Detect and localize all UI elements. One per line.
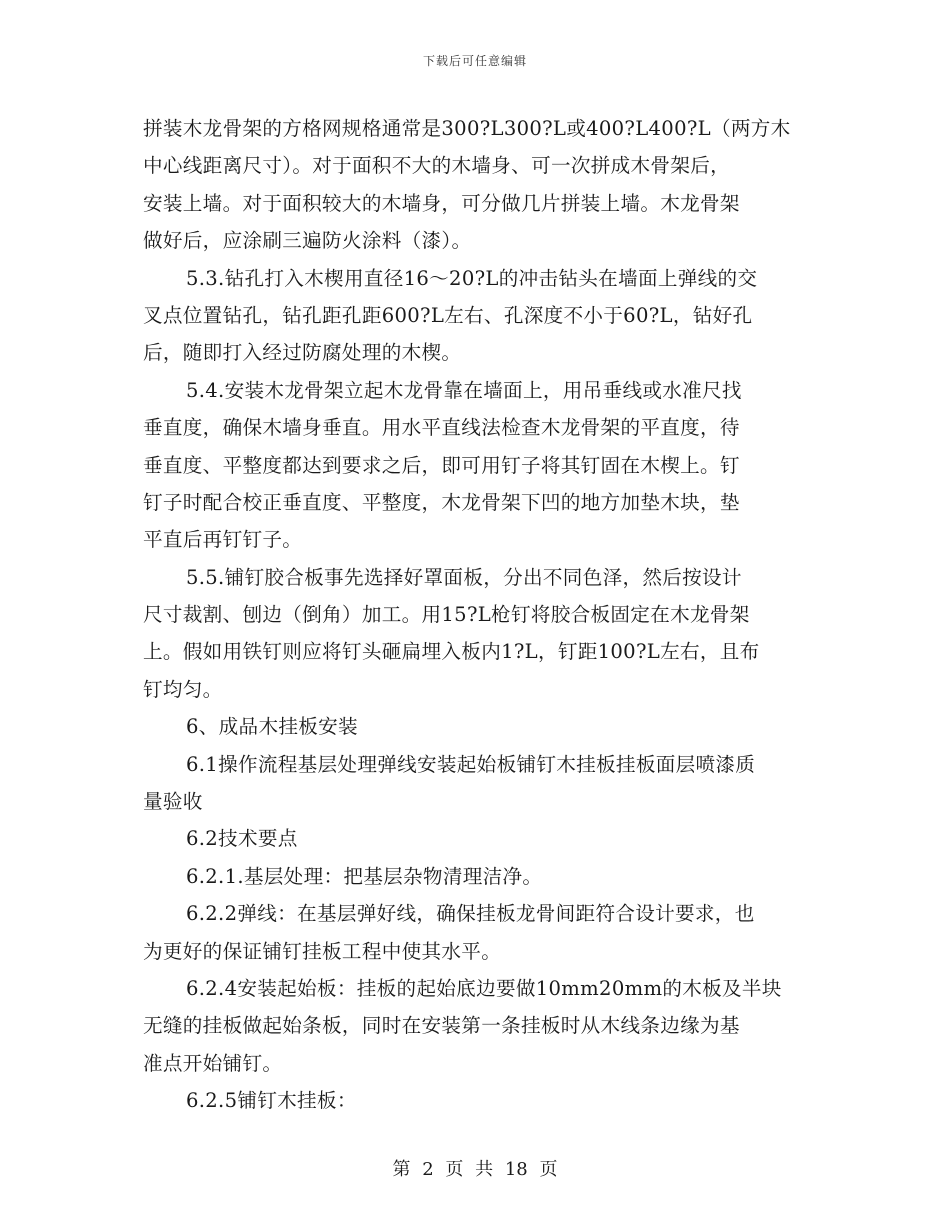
text-line: 尺寸裁割、刨边（倒角）加工。用15?L枪钉将胶合板固定在木龙骨架 <box>143 603 750 627</box>
text-line: 6.2.5铺钉木挂板： <box>186 1089 357 1113</box>
section-heading: 6、成品木挂板安装 <box>186 715 358 739</box>
text-line: 6.2.2弹线：在基层弹好线，确保挂板龙骨间距符合设计要求，也 <box>186 902 755 926</box>
text-line: 6.1操作流程基层处理弹线安装起始板铺钉木挂板挂板面层喷漆质 <box>186 752 756 776</box>
document-body <box>143 110 811 1120</box>
text-line: 做好后，应涂刷三遍防火涂料（漆）。 <box>143 229 472 253</box>
text-line: 上。假如用铁钉则应将钉头砸扁埋入板内1?L，钉距100?L左右，且布 <box>143 640 760 664</box>
text-line: 垂直度，确保木墙身垂直。用水平直线法检查木龙骨架的平直度，待 <box>143 416 740 440</box>
text-line: 5.4.安装木龙骨架立起木龙骨靠在墙面上，用吊垂线或水准尺找 <box>186 378 742 402</box>
page-number-footer: 第 2 页 共 18 页 <box>392 1159 558 1180</box>
subsection-heading: 6.2技术要点 <box>186 827 298 851</box>
text-line: 垂直度、平整度都达到要求之后，即可用钉子将其钉固在木楔上。钉 <box>143 453 740 477</box>
text-line: 拼装木龙骨架的方格网规格通常是300?L300?L或400?L400?L（两方木 <box>143 117 791 140</box>
text-line: 平直后再钉钉子。 <box>143 528 303 552</box>
page-header: 下载后可任意编辑 <box>422 54 527 68</box>
text-line: 量验收 <box>143 790 203 814</box>
text-line: 为更好的保证铺钉挂板工程中使其水平。 <box>143 939 502 963</box>
text-line: 准点开始铺钉。 <box>143 1051 283 1075</box>
text-line: 无缝的挂板做起始条板，同时在安装第一条挂板时从木线条边缘为基 <box>143 1014 740 1038</box>
text-line: 钉子时配合校正垂直度、平整度，木龙骨架下凹的地方加垫木块，垫 <box>143 490 740 514</box>
text-line: 后，随即打入经过防腐处理的木楔。 <box>143 341 462 365</box>
text-line: 叉点位置钻孔，钻孔距孔距600?L左右、孔深度不小于60?L，钻好孔 <box>143 303 753 327</box>
text-line: 安装上墙。对于面积较大的木墙身，可分做几片拼装上墙。木龙骨架 <box>143 191 740 215</box>
text-line: 5.3.钻孔打入木楔用直径16～20?L的冲击钻头在墙面上弹线的交 <box>186 266 758 290</box>
text-line: 5.5.铺钉胶合板事先选择好罩面板，分出不同色泽，然后按设计 <box>186 565 742 589</box>
text-line: 中心线距离尺寸）。对于面积不大的木墙身、可一次拼成木骨架后， <box>143 154 731 178</box>
text-line: 钉均匀。 <box>143 677 223 701</box>
text-line: 6.2.1.基层处理：把基层杂物清理洁净。 <box>186 864 543 888</box>
text-line: 6.2.4安装起始板：挂板的起始底边要做10mm20mm的木板及半块 <box>186 976 782 1000</box>
